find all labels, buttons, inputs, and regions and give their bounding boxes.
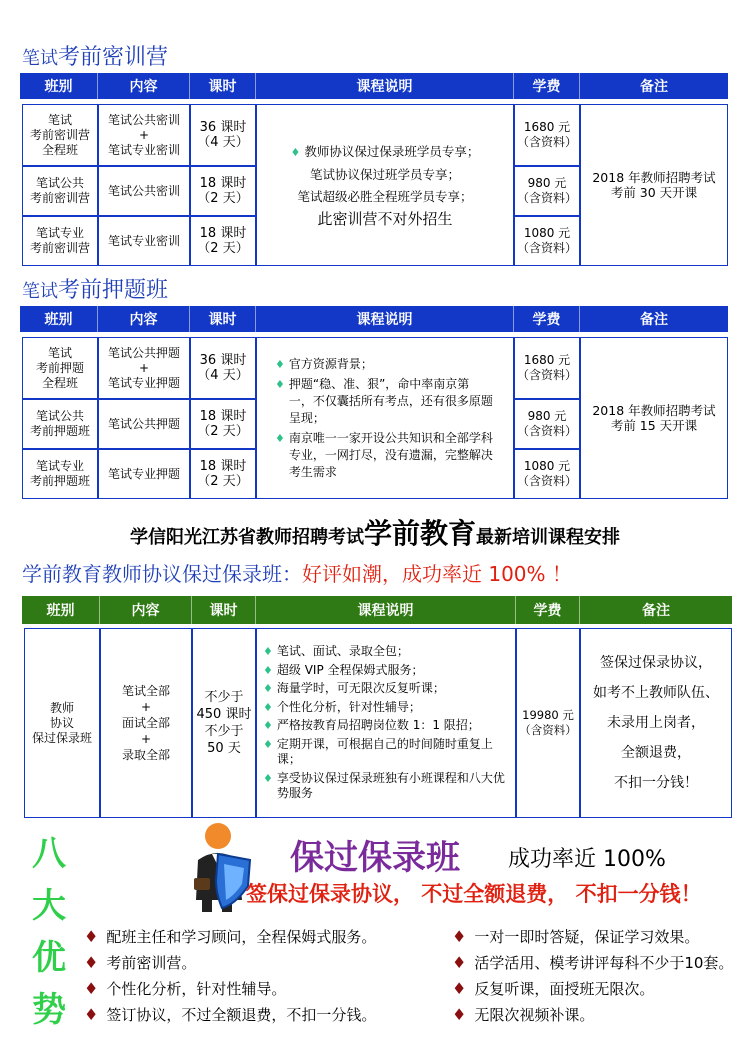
note-line-5: 不扣一分钱！ <box>614 775 698 791</box>
row1-content: 笔试公共密训 + 笔试专业密训 <box>98 104 190 166</box>
section2-description <box>256 337 514 499</box>
header-note: 备注 <box>640 79 668 95</box>
gem-icon: ♦ <box>263 737 273 751</box>
row1-fee: 1680 元 （含资料） <box>514 104 580 166</box>
header-content: 内容 <box>98 306 190 332</box>
row2-content: 笔试公共密训 <box>98 166 190 216</box>
advantage-2: ♦ 考前密训营。 <box>84 953 197 972</box>
section1-title <box>22 40 168 71</box>
header-description: 课程说明 <box>256 596 516 624</box>
bullet-3: ♦ 南京唯一一家开设公共知识和全部学科专业，一网打尽，没有遗漏，完整解决考生需求 <box>275 430 493 479</box>
gem-icon: ♦ <box>275 357 285 371</box>
bullet-7: ♦ 享受协议保过保录班独有小班课程和八大优势服务 <box>263 770 505 801</box>
section3-note <box>580 628 732 818</box>
row1-hours: 36 课时 （4 天） <box>190 337 256 399</box>
advantage-4: ♦ 签订协议，不过全额退费，不扣一分钱。 <box>84 1005 377 1024</box>
row1-content: 笔试公共押题 + 笔试专业押题 <box>98 337 190 399</box>
row2-hours: 18 课时 （2 天） <box>190 166 256 216</box>
section1-title-main: 考前密训营 <box>58 45 169 70</box>
header-hours: 课时 <box>192 596 256 624</box>
subheadline <box>22 558 572 587</box>
row1-class: 笔试 考前密训营 全程班 <box>22 104 98 166</box>
vertical-char-1: 八 <box>32 834 66 874</box>
note-line-2: 如考不上教师队伍、 <box>593 685 719 701</box>
gem-icon: ♦ <box>275 377 285 391</box>
desc-line-2: 笔试协议保过班学员专享； <box>309 166 460 182</box>
bullet-1: ♦ 官方资源背景； <box>275 356 373 371</box>
header-fee: 学费 <box>514 306 580 332</box>
section1-description <box>256 104 514 266</box>
header-description: 课程说明 <box>256 306 514 332</box>
header-note: 备注 <box>640 312 668 328</box>
section2-title <box>22 273 168 304</box>
advantage-6: ♦ 活学活用、模考讲评每科不少于10套。 <box>452 953 734 972</box>
vertical-char-4: 势 <box>32 990 66 1030</box>
section2-title-main: 考前押题班 <box>58 278 169 303</box>
banner-rate: 成功率近 100% <box>508 847 666 872</box>
advantage-3: ♦ 个性化分析，针对性辅导。 <box>84 979 287 998</box>
vertical-char-3: 优 <box>32 938 66 978</box>
diamond-icon: ♦ <box>84 953 99 972</box>
desc-line-4: 此密训营不对外招生 <box>317 209 453 228</box>
section3-content: 笔试全部 + 面试全部 + 录取全部 <box>100 628 192 818</box>
diamond-icon: ♦ <box>452 953 467 972</box>
header-class: 班别 <box>22 596 100 624</box>
row3-hours: 18 课时 （2 天） <box>190 449 256 499</box>
desc-line-3: 笔试超级必胜全程班学员专享； <box>297 188 473 204</box>
gem-icon: ♦ <box>263 771 273 785</box>
bullet-3: ♦ 海量学时，可无限次反复听课； <box>263 681 445 696</box>
section3-table <box>22 596 732 624</box>
note-line-4: 全额退费， <box>621 745 691 761</box>
row3-fee: 1080 元 （含资料） <box>514 216 580 266</box>
section2-note: 2018 年教师招聘考试 考前 15 天开课 <box>580 337 728 499</box>
bullet-2: ♦ 押题“稳、准、狠”，命中率南京第一，不仅囊括所有考点，还有很多原题呈现； <box>275 376 493 425</box>
row3-class: 笔试专业 考前押题班 <box>22 449 98 499</box>
desc-line-1: ♦ 教师协议保过保录班学员专享； <box>290 143 480 159</box>
row3-class: 笔试专业 考前密训营 <box>22 216 98 266</box>
bullet-5: ♦ 严格按教育局招聘岗位数 1：1 限招； <box>263 718 480 733</box>
row3-hours: 18 课时 （2 天） <box>190 216 256 266</box>
headline-post: 最新培训课程安排 <box>476 527 620 548</box>
diamond-icon: ♦ <box>84 1005 99 1024</box>
gem-icon: ♦ <box>290 145 301 159</box>
diamond-icon: ♦ <box>452 979 467 998</box>
advantage-7: ♦ 反复听课，面授班无限次。 <box>452 979 655 998</box>
header-hours: 课时 <box>190 306 256 332</box>
bullet-4: ♦ 个性化分析，针对性辅导； <box>263 699 421 714</box>
row2-fee: 980 元 （含资料） <box>514 166 580 216</box>
section1-title-prefix: 笔试 <box>22 48 58 69</box>
header-hours: 课时 <box>190 73 256 99</box>
main-headline <box>0 512 750 552</box>
subheadline-red: 好评如潮，成功率近 100% ！ <box>302 562 572 586</box>
gem-icon: ♦ <box>263 663 273 677</box>
diamond-icon: ♦ <box>452 927 467 946</box>
diamond-icon: ♦ <box>84 979 99 998</box>
note-line-1: 签保过保录协议， <box>600 655 712 671</box>
header-note: 备注 <box>642 603 670 619</box>
section2-title-prefix: 笔试 <box>22 281 58 302</box>
bullet-1: ♦ 笔试、面试、录取全包； <box>263 644 409 659</box>
diamond-icon: ♦ <box>452 1005 467 1024</box>
header-class: 班别 <box>20 306 98 332</box>
header-fee: 学费 <box>516 596 580 624</box>
gem-icon: ♦ <box>263 682 273 696</box>
row1-fee: 1680 元 （含资料） <box>514 337 580 399</box>
section3-fee: 19980 元 （含资料） <box>516 628 580 818</box>
header-content: 内容 <box>98 73 190 99</box>
advantages-right-list <box>452 924 733 1028</box>
row3-fee: 1080 元 （含资料） <box>514 449 580 499</box>
row2-class: 笔试公共 考前密训营 <box>22 166 98 216</box>
row3-content: 笔试专业密训 <box>98 216 190 266</box>
section3-header-row <box>22 596 732 624</box>
section3-class: 教师 协议 保过保录班 <box>24 628 100 818</box>
gem-icon: ♦ <box>275 431 285 445</box>
section2-header-row <box>20 306 728 332</box>
row3-content: 笔试专业押题 <box>98 449 190 499</box>
vertical-char-2: 大 <box>32 886 66 926</box>
advantage-1: ♦ 配班主任和学习顾问，全程保姆式服务。 <box>84 927 377 946</box>
section3-description <box>256 628 516 818</box>
header-description: 课程说明 <box>256 73 514 99</box>
subheadline-blue: 学前教育教师协议保过保录班： <box>22 562 302 586</box>
bullet-6: ♦ 定期开课，可根据自己的时间随时重复上课； <box>263 736 493 767</box>
section3-hours: 不少于 450 课时 不少于 50 天 <box>192 628 256 818</box>
headline-big: 学前教育 <box>363 517 476 550</box>
advantage-8: ♦ 无限次视频补课。 <box>452 1005 595 1024</box>
bullet-2: ♦ 超级 VIP 全程保姆式服务； <box>263 662 424 677</box>
header-class: 班别 <box>20 73 98 99</box>
row1-hours: 36 课时 （4 天） <box>190 104 256 166</box>
section2-table <box>20 306 728 332</box>
headline-pre: 学信阳光江苏省教师招聘考试 <box>129 527 364 548</box>
row1-class: 笔试 考前押题 全程班 <box>22 337 98 399</box>
row2-fee: 980 元 （含资料） <box>514 399 580 449</box>
banner-slogan: 签保过保录协议， 不过全额退费， 不扣一分钱！ <box>246 882 702 906</box>
gem-icon: ♦ <box>263 719 273 733</box>
section1-header-row <box>20 73 728 99</box>
gem-icon: ♦ <box>263 700 273 714</box>
gem-icon: ♦ <box>263 645 273 659</box>
row2-content: 笔试公共押题 <box>98 399 190 449</box>
section1-table <box>20 73 728 99</box>
header-content: 内容 <box>100 596 192 624</box>
banner-title: 保过保录班 <box>290 838 460 878</box>
eight-advantages-vertical <box>26 828 72 1036</box>
advantages-left-list <box>84 924 376 1028</box>
note-line-3: 未录用上岗者， <box>607 715 705 731</box>
header-fee: 学费 <box>514 73 580 99</box>
row2-hours: 18 课时 （2 天） <box>190 399 256 449</box>
section1-note: 2018 年教师招聘考试 考前 30 天开课 <box>580 104 728 266</box>
advantage-5: ♦ 一对一即时答疑，保证学习效果。 <box>452 927 700 946</box>
diamond-icon: ♦ <box>84 927 99 946</box>
row2-class: 笔试公共 考前押题班 <box>22 399 98 449</box>
